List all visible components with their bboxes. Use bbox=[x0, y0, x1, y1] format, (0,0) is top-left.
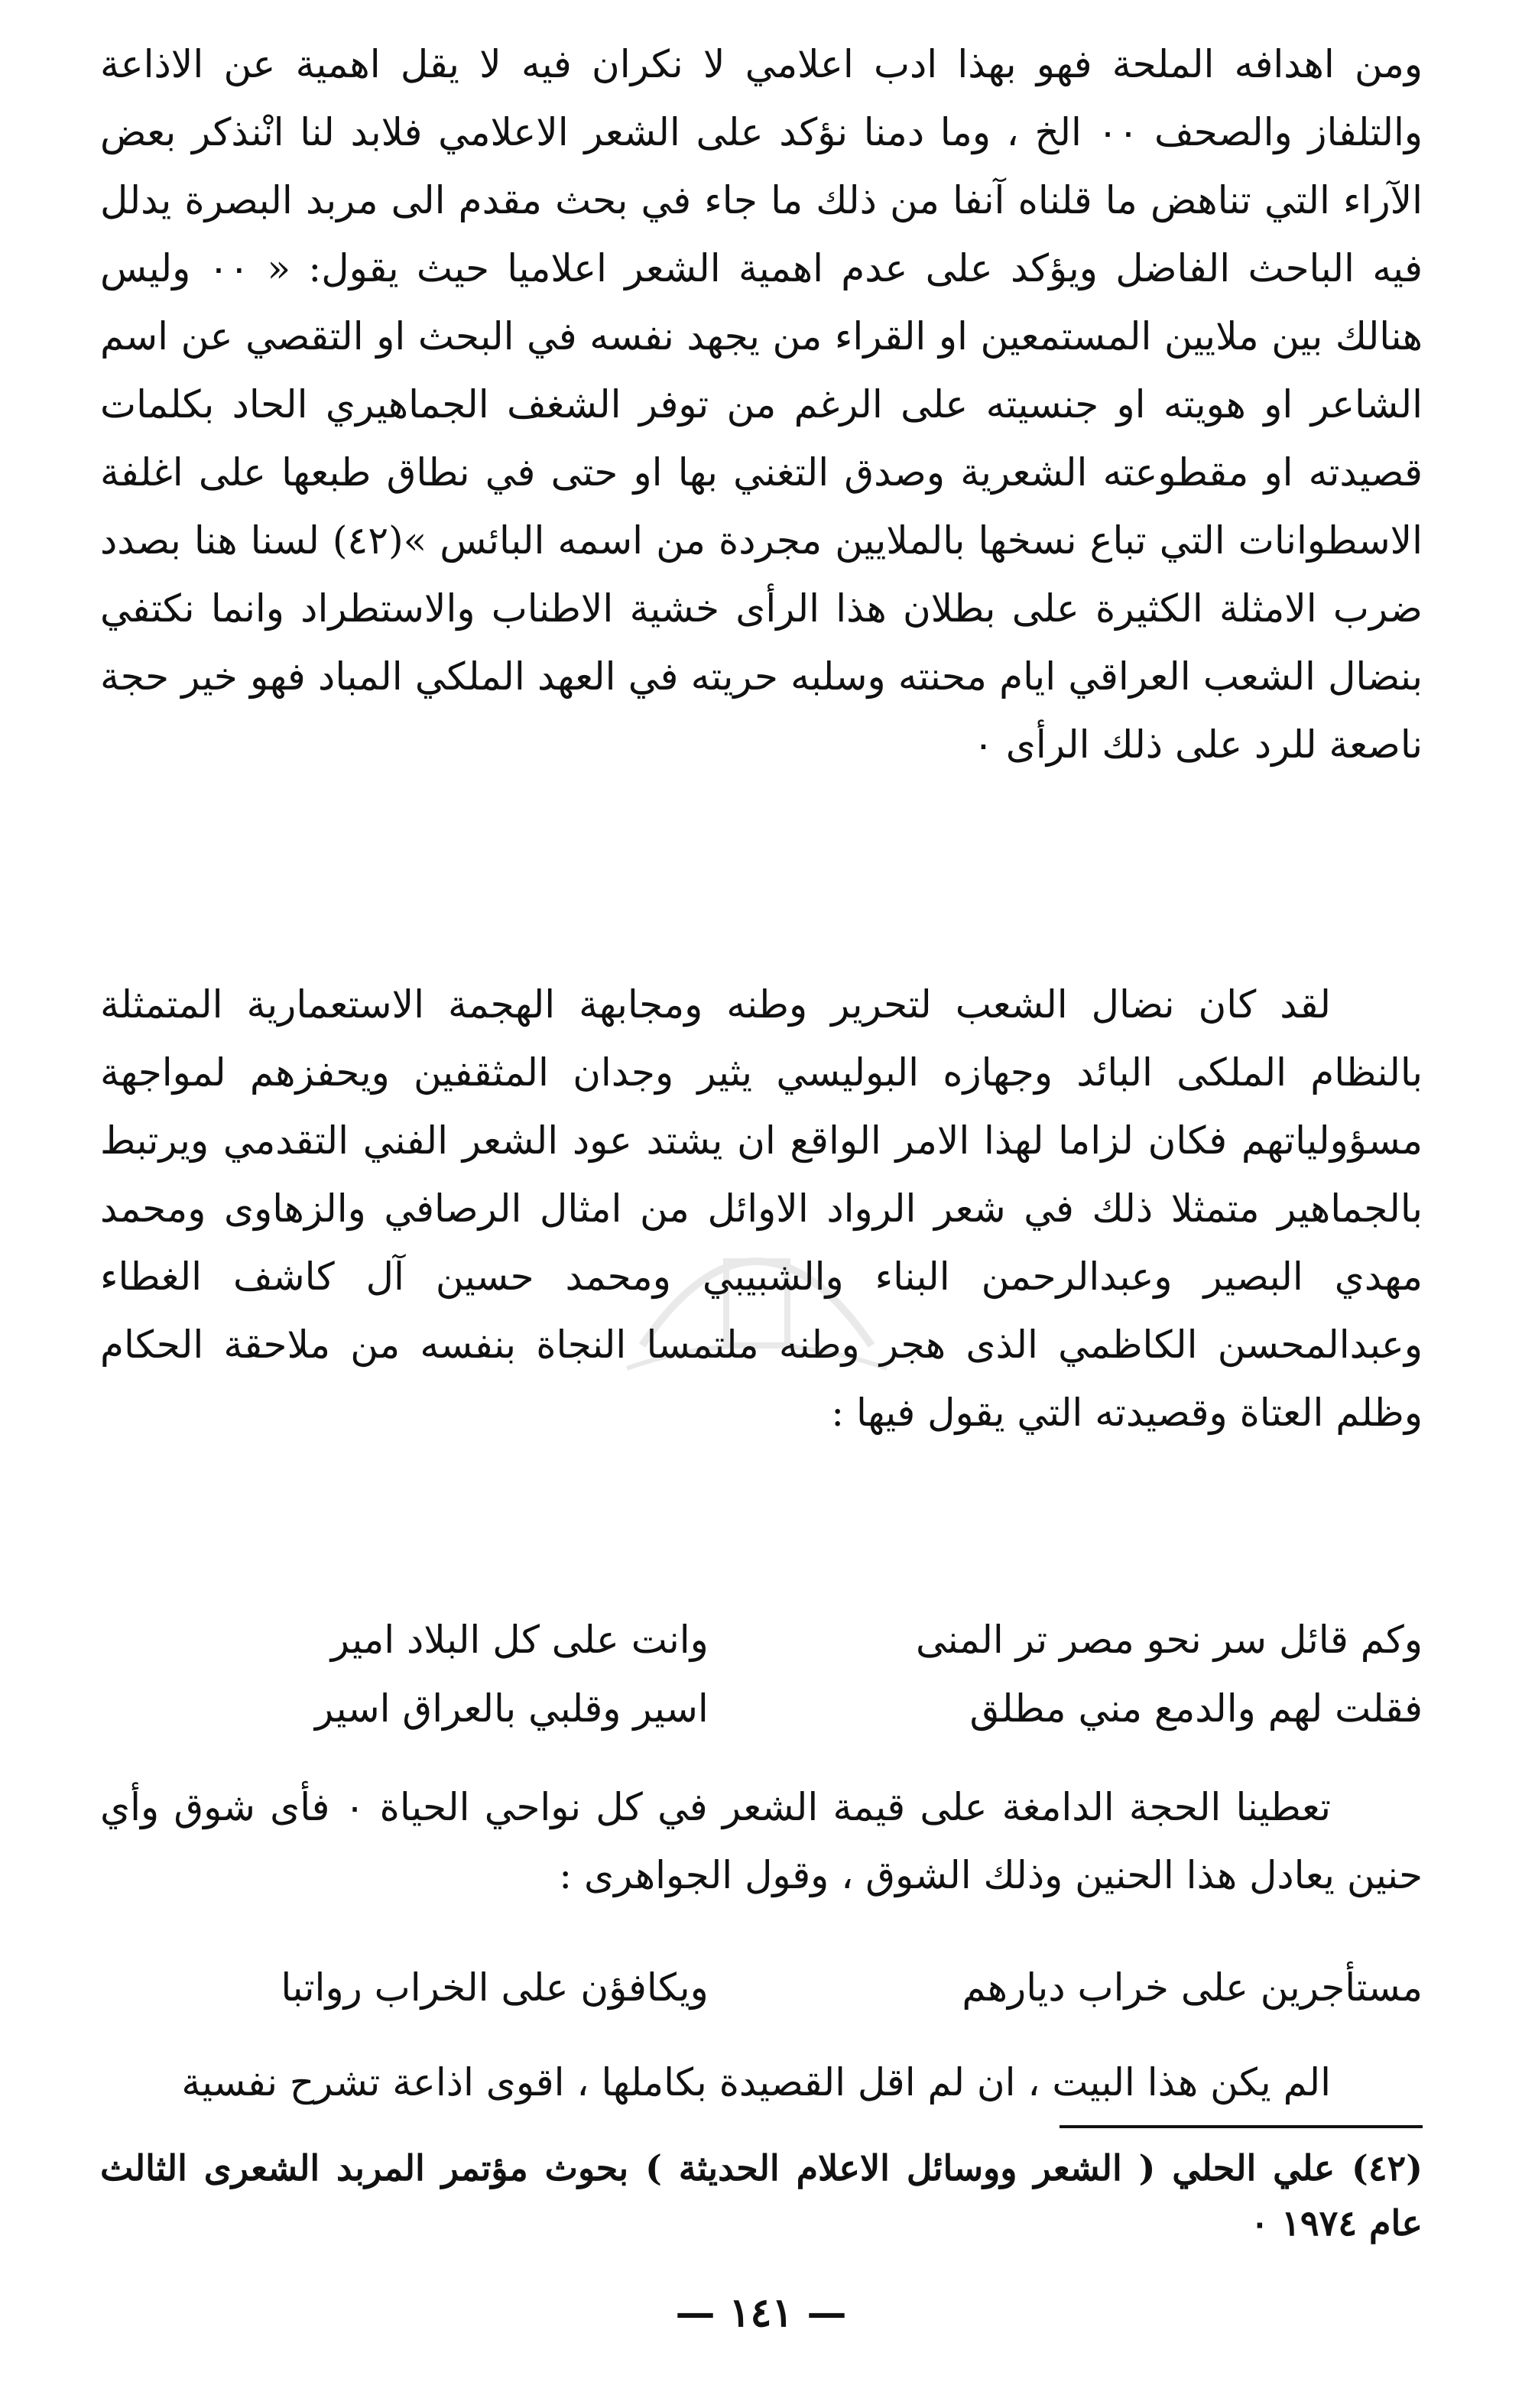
verse-second-hemistich: اسير وقلبي بالعراق اسير bbox=[315, 1686, 709, 1731]
footnote-text: (٤٢) علي الحلي ( الشعر ووسائل الاعلام الحديثة ) بحوث مؤتمر المربد الشعرى الثالث عام ١٩٧٤ ٠ bbox=[100, 2147, 1423, 2244]
page-number: — ١٤١ — bbox=[675, 2290, 847, 2336]
body-paragraph-2 bbox=[100, 971, 1423, 1447]
verse-line bbox=[100, 1953, 1423, 2022]
body-paragraph-4 bbox=[100, 2049, 1423, 2117]
paragraph-text: ومن اهدافه الملحة فهو بهذا ادب اعلامي لا نكران فيه لا يقل اهمية عن الاذاعة والتلفاز والصحف ٠٠ الخ ، وما دمنا نؤكد على الشعر الاعلامي فلابد لنا انْنذكر بعض الآراء التي تناهض ما قلناه آنفا من ذلك ما جاء في بحث مقدم الى مربد البصرة يدلل فيه الباحث الفاضل ويؤكد على عدم اهمية الشعر اعلاميا حيث يقول: « ٠٠ وليس هنالك بين ملايين المستمعين او القراء من يجهد نفسه في البحث او التقصي عن اسم الشاعر او هويته او جنسيته على الرغم من توفر الشغف الجماهيري الحاد بكلمات قصيدته او مقطوعته الشعرية وصدق التغني بها او حتى في نطاق طبعها على اغلفة الاسطوانات التي تباع نسخها بالملايين مجردة من اسمه البائس »(٤٢) لسنا هنا بصدد ضرب الامثلة الكثيرة على بطلان هذا الرأى خشية الاطناب والاستطراد وانما نكتفي بنضال الشعب العراقي ايام محنته وسلبه حريته في العهد الملكي المباد فهو خير حجة ناصعة للرد على ذلك الرأى ٠ bbox=[100, 42, 1423, 767]
body-paragraph-3 bbox=[100, 1774, 1423, 1910]
verse-second-hemistich: وانت على كل البلاد امير bbox=[330, 1618, 709, 1662]
footnote bbox=[100, 2140, 1423, 2251]
paragraph-text: الم يكن هذا البيت ، ان لم اقل القصيدة بكاملها ، اقوى اذاعة تشرح نفسية bbox=[181, 2060, 1331, 2105]
body-paragraph-1 bbox=[100, 31, 1423, 779]
verse-line bbox=[100, 1605, 1423, 1674]
verse-line bbox=[100, 1674, 1423, 1743]
verse-second-hemistich: ويكافؤن على الخراب رواتبا bbox=[281, 1965, 709, 2010]
paragraph-text: لقد كان نضال الشعب لتحرير وطنه ومجابهة الهجمة الاستعمارية المتمثلة بالنظام الملكى البائد وجهازه البوليسي يثير وجدان المثقفين ويحفزهم لمواجهة مسؤولياتهم فكان لزاما لهذا الامر الواقع ان يشتد عود الشعر الفني التقدمي ويرتبط بالجماهير متمثلا ذلك في شعر الرواد الاوائل من امثال الرصافي والزهاوى ومحمد مهدي البصير وعبدالرحمن البناء والشبيبي ومحمد حسين آل كاشف الغطاء وعبدالمحسن الكاظمي الذى هجر وطنه ملتمسا النجاة بنفسه من ملاحقة الحكام وظلم العتاة وقصيدته التي يقول فيها : bbox=[100, 982, 1423, 1435]
verse-first-hemistich: مستأجرين على خراب ديارهم bbox=[962, 1965, 1423, 2010]
footnote-divider bbox=[1060, 2125, 1423, 2128]
poem-jawahiri bbox=[100, 1953, 1423, 2022]
poem-kazimi bbox=[100, 1605, 1423, 1743]
paragraph-text: تعطينا الحجة الدامغة على قيمة الشعر في كل نواحي الحياة ٠ فأى شوق وأي حنين يعادل هذا الحنين وذلك الشوق ، وقول الجواهرى : bbox=[100, 1785, 1423, 1897]
verse-first-hemistich: وكم قائل سر نحو مصر تر المنى bbox=[915, 1618, 1423, 1662]
verse-first-hemistich: فقلت لهم والدمع مني مطلق bbox=[969, 1686, 1423, 1731]
